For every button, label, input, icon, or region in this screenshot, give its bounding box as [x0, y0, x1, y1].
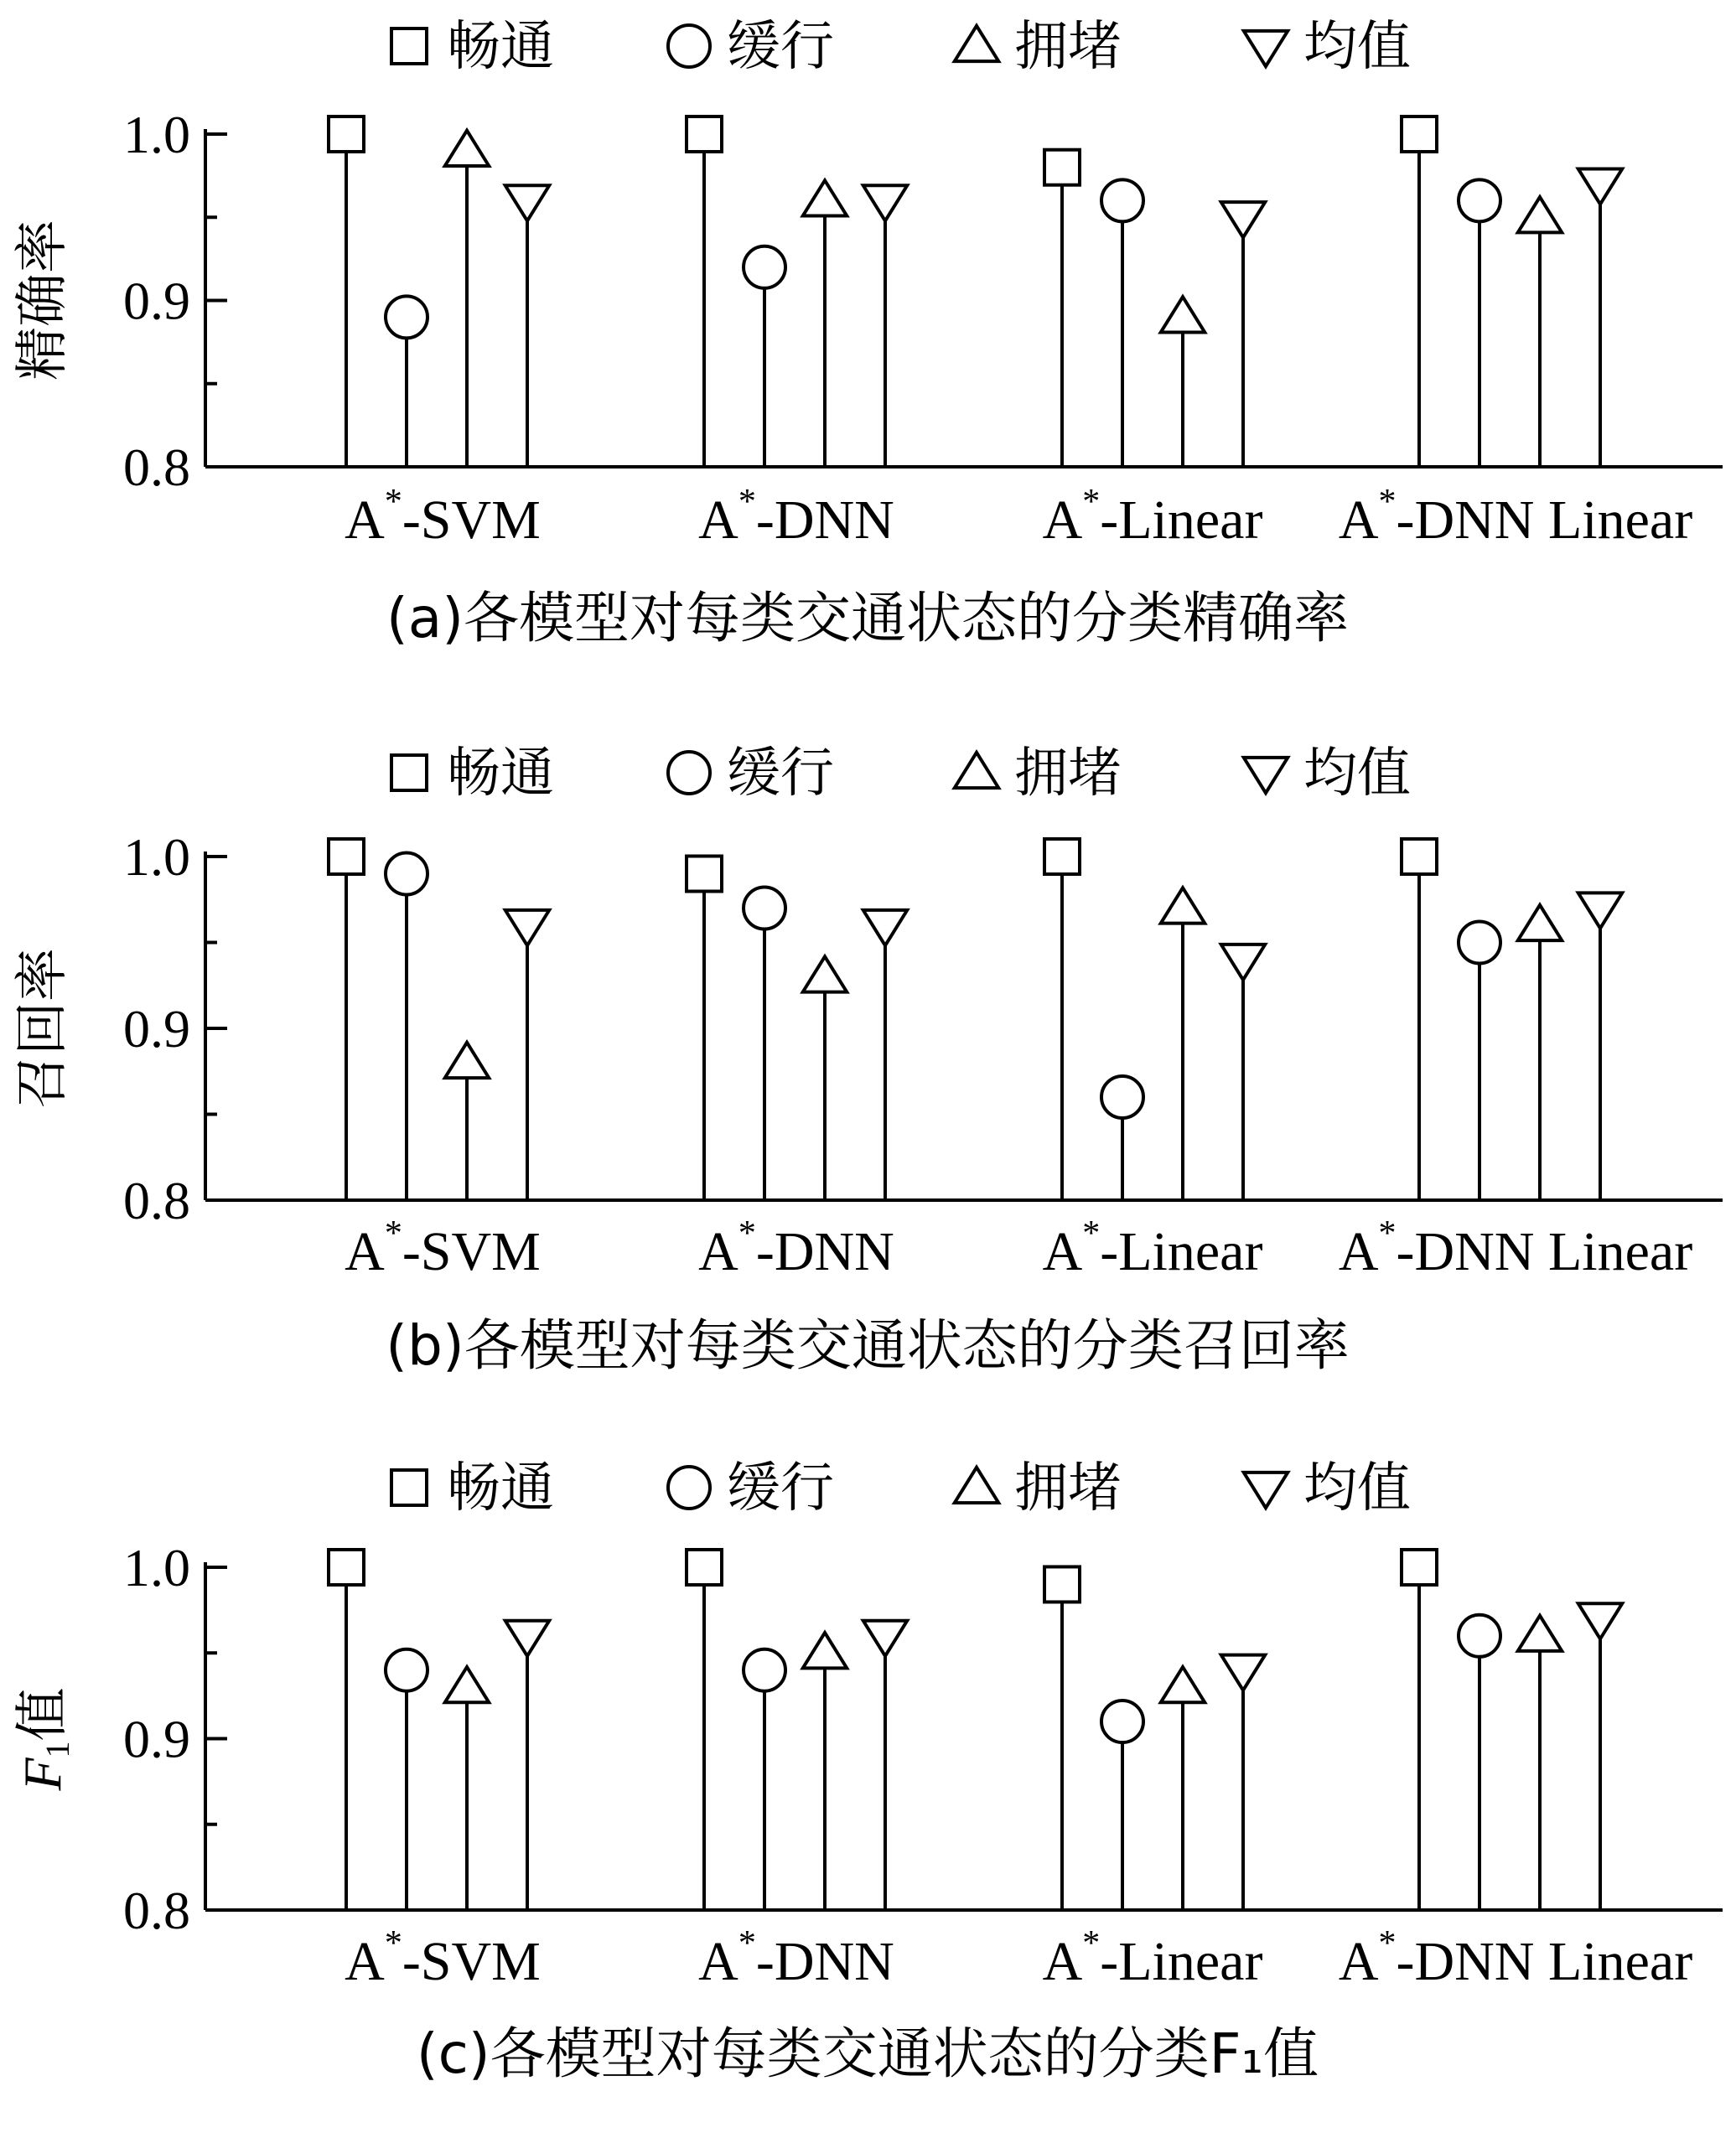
marker-slow: [744, 246, 785, 288]
legend-label-mean: 均值: [1303, 16, 1411, 78]
marker-smooth: [687, 1550, 722, 1585]
legend-marker-slow: [668, 1467, 710, 1509]
marker-slow: [1459, 922, 1500, 964]
marker-smooth: [329, 1550, 364, 1585]
marker-mean: [1221, 1655, 1266, 1690]
marker-smooth: [1402, 116, 1437, 152]
x-category-label: A*-DNN Linear: [1338, 1214, 1693, 1282]
marker-slow: [386, 296, 428, 338]
chart-panel-2: [12, 743, 1723, 1378]
panel-caption: (b)各模型对每类交通状态的分类召回率: [386, 1313, 1350, 1378]
y-tick-label: 0.8: [123, 1881, 190, 1940]
marker-smooth: [687, 857, 722, 892]
marker-slow: [1459, 1615, 1500, 1657]
marker-smooth: [687, 116, 722, 152]
panel-caption: (c)各模型对每类交通状态的分类F₁值: [416, 2022, 1319, 2086]
y-tick-label: 1.0: [123, 105, 190, 164]
marker-smooth: [329, 116, 364, 152]
marker-congested: [445, 1043, 490, 1078]
y-tick-label: 0.8: [123, 1171, 190, 1230]
marker-slow: [386, 853, 428, 895]
panel-caption: (a)各模型对每类交通状态的分类精确率: [386, 586, 1349, 650]
legend-marker-slow: [668, 25, 710, 67]
x-category-label: A*-SVM: [345, 1924, 541, 1992]
marker-smooth: [1044, 1566, 1080, 1602]
legend: [391, 16, 1411, 78]
y-tick-label: 0.9: [123, 271, 190, 331]
marker-slow: [744, 1649, 785, 1691]
marker-smooth: [1402, 839, 1437, 874]
marker-congested: [445, 131, 490, 166]
legend-marker-mean: [1244, 1473, 1288, 1508]
y-tick-label: 0.9: [123, 1709, 190, 1769]
marker-smooth: [1402, 1550, 1437, 1585]
legend-label-mean: 均值: [1303, 1457, 1411, 1519]
y-tick-label: 0.8: [123, 437, 190, 497]
marker-mean: [1221, 202, 1266, 237]
y-axis-label: F1值: [12, 1687, 76, 1791]
x-category-label: A*-DNN: [698, 483, 894, 551]
chart-panel-1: [12, 16, 1723, 650]
legend-marker-congested: [955, 1468, 999, 1503]
legend: [391, 743, 1411, 805]
y-tick-label: 1.0: [123, 1538, 190, 1597]
legend-label-congested: 拥堵: [1014, 1457, 1122, 1519]
legend-marker-mean: [1244, 758, 1288, 793]
marker-smooth: [329, 839, 364, 874]
y-tick-label: 1.0: [123, 827, 190, 887]
x-category-label: A*-Linear: [1042, 1924, 1263, 1992]
marker-congested: [1161, 888, 1205, 923]
x-category-label: A*-DNN Linear: [1338, 483, 1693, 551]
marker-mean: [863, 1621, 908, 1656]
x-category-label: A*-SVM: [345, 483, 541, 551]
legend-marker-smooth: [391, 755, 427, 790]
legend-marker-congested: [955, 26, 999, 61]
marker-congested: [445, 1667, 490, 1702]
marker-slow: [1101, 179, 1143, 221]
marker-mean: [863, 185, 908, 220]
x-category-label: A*-DNN: [698, 1214, 894, 1282]
legend-marker-mean: [1244, 31, 1288, 66]
marker-mean: [505, 185, 550, 220]
legend-label-congested: 拥堵: [1014, 743, 1122, 805]
legend-marker-smooth: [391, 1470, 427, 1505]
marker-congested: [803, 956, 847, 991]
marker-slow: [1101, 1076, 1143, 1118]
marker-congested: [1518, 197, 1562, 232]
legend-label-congested: 拥堵: [1014, 16, 1122, 78]
y-axis-label: 精确率: [12, 220, 74, 380]
marker-congested: [803, 180, 847, 215]
y-axis-label: 召回率: [12, 948, 74, 1109]
marker-mean: [863, 910, 908, 945]
y-tick-label: 0.9: [123, 999, 190, 1059]
legend-marker-smooth: [391, 28, 427, 64]
marker-congested: [803, 1633, 847, 1668]
marker-slow: [1459, 179, 1500, 221]
legend-marker-congested: [955, 753, 999, 788]
legend: [391, 1457, 1411, 1519]
marker-slow: [744, 888, 785, 929]
chart-panel-3: [12, 1457, 1723, 2086]
marker-mean: [505, 1621, 550, 1656]
marker-mean: [1578, 168, 1623, 204]
marker-mean: [505, 910, 550, 945]
marker-smooth: [1044, 150, 1080, 185]
marker-congested: [1161, 1667, 1205, 1702]
marker-slow: [386, 1649, 428, 1691]
marker-congested: [1161, 297, 1205, 332]
marker-congested: [1518, 1616, 1562, 1651]
legend-label-slow: 缓行: [727, 743, 834, 805]
x-category-label: A*-DNN: [698, 1924, 894, 1992]
x-category-label: A*-Linear: [1042, 1214, 1263, 1282]
legend-label-slow: 缓行: [727, 1457, 834, 1519]
marker-mean: [1221, 945, 1266, 980]
legend-label-smooth: 畅通: [447, 16, 554, 78]
x-category-label: A*-SVM: [345, 1214, 541, 1282]
x-category-label: A*-DNN Linear: [1338, 1924, 1693, 1992]
marker-slow: [1101, 1701, 1143, 1742]
marker-mean: [1578, 893, 1623, 928]
legend-label-smooth: 畅通: [447, 1457, 554, 1519]
legend-marker-slow: [668, 752, 710, 794]
marker-mean: [1578, 1603, 1623, 1638]
legend-label-slow: 缓行: [727, 16, 834, 78]
legend-label-mean: 均值: [1303, 743, 1411, 805]
legend-label-smooth: 畅通: [447, 743, 554, 805]
x-category-label: A*-Linear: [1042, 483, 1263, 551]
marker-congested: [1518, 905, 1562, 940]
marker-smooth: [1044, 839, 1080, 874]
